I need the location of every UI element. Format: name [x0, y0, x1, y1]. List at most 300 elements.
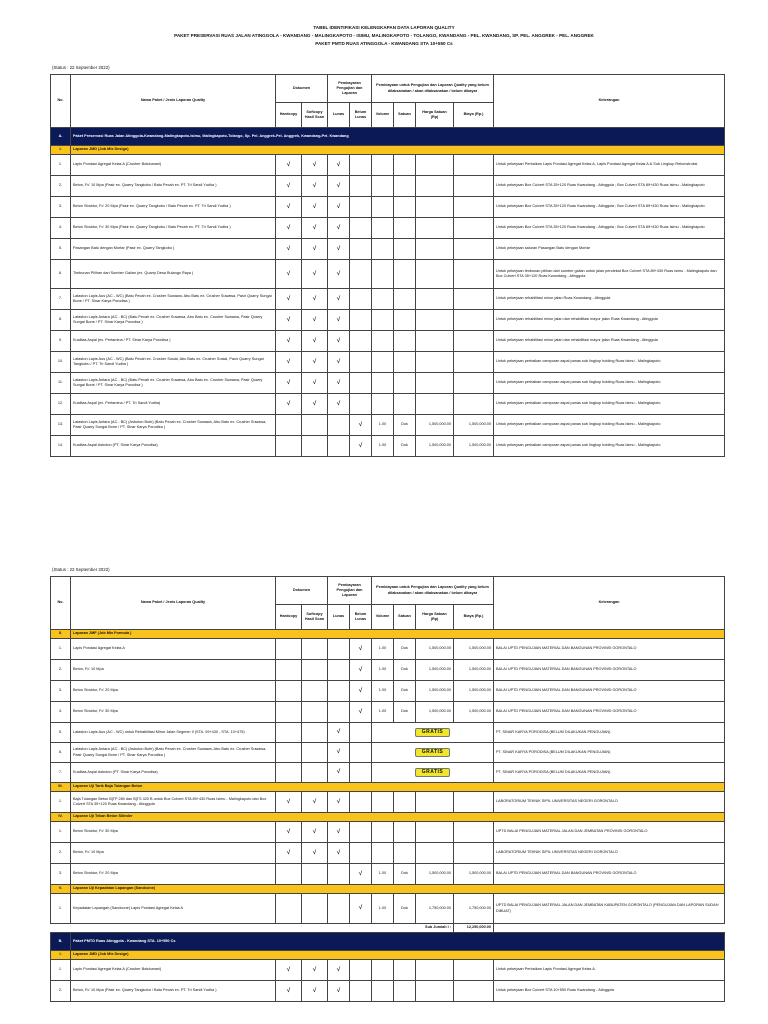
keterangan-text: Untuk pekerjaan perbaikan campuran aspal panas sub lingkup holding Ruas Isimu - Malingkapoto [494, 436, 725, 457]
hardcopy-check [276, 436, 302, 457]
biaya-value [454, 176, 494, 197]
table-row [51, 743, 725, 763]
keterangan-text: PT. SINAR KARYA PORODISA (BELUM DILAKUKAN PENGUJIAN) [494, 763, 725, 783]
keterangan-text: UPTD BALAI PENGUJIAN MATERIAL JALAN DAN JEMBATAN PROVINSI GORONTALO [494, 822, 725, 843]
belum-lunas-check [350, 843, 372, 864]
belum-lunas-check [350, 822, 372, 843]
hardcopy-check: √ [276, 394, 302, 415]
gratis-stamp: GRATIS [415, 728, 451, 737]
belum-lunas-check [350, 310, 372, 331]
keterangan-text: BALAI UPTD PENGUJIAN MATERIAL DAN BANGUNAN PROVINSI GORONTALO [494, 702, 725, 723]
header-lunas: Lunas [328, 605, 350, 630]
satuan-value: Dok [394, 660, 416, 681]
doc-title-line-2: PAKET PRESERVASI RUAS JALAN ATINGGOLA - KWANDANG - MALINGKAPOTO - ISIMU, MALINGKAPOTO - TOLANGO, KWANDANG - PEL. KWANDANG, SP. PEL. ANGGREK - PEL. ANGGREK [174, 33, 594, 38]
header-hardcopy: Hardcopy [276, 103, 302, 128]
belum-lunas-check [350, 260, 372, 289]
hardcopy-check [276, 743, 302, 763]
belum-lunas-check [350, 331, 372, 352]
hardcopy-check [276, 864, 302, 885]
hardcopy-check: √ [276, 260, 302, 289]
section-name: Laporan Uji Tarik Baja Tulangan Beton [71, 783, 725, 792]
softcopy-check [302, 864, 328, 885]
satuan-value [394, 981, 416, 1002]
header-harga: Harga Satuan (Rp) [416, 605, 454, 630]
hardcopy-check: √ [276, 289, 302, 310]
biaya-value: 1,500,000.00 [454, 864, 494, 885]
row-name: Pasangan Batu dengan Mortar (Pasir ex. Quarry Tangkobu ) [71, 239, 276, 260]
softcopy-check: √ [302, 394, 328, 415]
table-row [51, 436, 725, 457]
hardcopy-check: √ [276, 792, 302, 813]
lunas-check: √ [328, 260, 350, 289]
biaya-value [454, 331, 494, 352]
volume-value [372, 960, 394, 981]
row-number: 3. [51, 681, 71, 702]
softcopy-check: √ [302, 310, 328, 331]
row-number: 1. [51, 792, 71, 813]
biaya-value [454, 310, 494, 331]
row-name: Kualitas Aspal (ex. Pertamina / PT. Tri Sandi Yudha) [71, 394, 276, 415]
volume-value [372, 792, 394, 813]
row-number: 11. [51, 373, 71, 394]
row-name: Beton Struktur, Fc' 30 Mpa [71, 702, 276, 723]
volume-value [372, 822, 394, 843]
keterangan-text: Untuk pekerjaan Box Culvert STA 35+120 Ruas Kwandang - Atinggola ; Box Culvert STA 89+430 Ruas Isimu - Malingkapoto [494, 176, 725, 197]
keterangan-text: PT. SINAR KARYA PORODISA (BELUM DILAKUKAN PENGUJIAN) [494, 723, 725, 743]
table-row [51, 218, 725, 239]
row-number: 4. [51, 218, 71, 239]
header-pembayaran: Pembayaran Pengujian dan Laporan [328, 577, 372, 605]
table-row [51, 239, 725, 260]
row-name: Kualitas Aspal (ex. Pertamina / PT. Sinar Karya Porodisa ) [71, 331, 276, 352]
softcopy-check: √ [302, 239, 328, 260]
row-name: Beton, Fc' 10 Mpa (Pasir ex. Quarry Tangkobu / Batu Pecah ex. PT. Tri Sandi Yudha ) [71, 981, 276, 1002]
table-row [51, 415, 725, 436]
harga-value [416, 843, 454, 864]
volume-value: 1.00 [372, 436, 394, 457]
biaya-value: 1,750,000.00 [454, 894, 494, 924]
harga-value [416, 218, 454, 239]
satuan-value: Dok [394, 415, 416, 436]
row-name: Timbunan Pilihan dari Sumber Galian (ex. Quarry Desa Bulango Raya ) [71, 260, 276, 289]
section-name: Laporan Uji Tekan Beton Silinder [71, 813, 725, 822]
satuan-value [394, 373, 416, 394]
keterangan-text: BALAI UPTD PENGUJIAN MATERIAL DAN BANGUNAN PROVINSI GORONTALO [494, 660, 725, 681]
row-name: Lataston Lapis Antara (AC - BC) (Asbuton Butir) (Batu Pecah ex. Crusher Suwawa, Abu Batu ex. Crusher Suwawa, Pasir Quarry Sungai Bone / PT. Sinar Karya Porodisa ) [71, 415, 276, 436]
hardcopy-check: √ [276, 310, 302, 331]
hardcopy-check [276, 681, 302, 702]
row-name: Lapis Pondasi Agregat Kelas A [71, 639, 276, 660]
softcopy-check: √ [302, 792, 328, 813]
satuan-value: Dok [394, 702, 416, 723]
table-row [51, 960, 725, 981]
row-number: 1. [51, 155, 71, 176]
softcopy-check: √ [302, 822, 328, 843]
volume-value: 1.00 [372, 660, 394, 681]
belum-lunas-check [350, 289, 372, 310]
section-row [51, 885, 725, 894]
row-number: 6. [51, 743, 71, 763]
lunas-check: √ [328, 197, 350, 218]
group-row [51, 128, 725, 146]
row-name: Beton, Fc' 10 Mpa [71, 843, 276, 864]
table-row [51, 289, 725, 310]
lunas-check: √ [328, 352, 350, 373]
group-name: Paket PMTD Ruas Atinggola - Kwandang STA. 10+550 Cs [71, 933, 725, 951]
hardcopy-check: √ [276, 960, 302, 981]
satuan-value [394, 394, 416, 415]
lunas-check: √ [328, 843, 350, 864]
subtotal-row [51, 924, 725, 933]
section-row [51, 630, 725, 639]
lunas-check [328, 660, 350, 681]
belum-lunas-check: √ [350, 639, 372, 660]
hardcopy-check [276, 763, 302, 783]
row-number: 5. [51, 239, 71, 260]
harga-value: 1,500,000.00 [416, 864, 454, 885]
row-name: Kualitas Aspal Asbuton (PT. Sinar Karya Porodisa) [71, 763, 276, 783]
header-satuan: Satuan [394, 605, 416, 630]
biaya-value [454, 373, 494, 394]
biaya-value [454, 197, 494, 218]
section-row [51, 951, 725, 960]
header-softcopy: Softcopy Hasil Scan [302, 103, 328, 128]
harga-value: 1,500,000.00 [416, 639, 454, 660]
volume-value: 1.00 [372, 639, 394, 660]
lunas-check: √ [328, 218, 350, 239]
table-row [51, 981, 725, 1002]
lunas-check: √ [328, 763, 350, 783]
header-name: Nama Paket / Jenis Laporan Quality [71, 75, 276, 128]
table-row [51, 373, 725, 394]
satuan-value: Dok [394, 639, 416, 660]
row-name: Lataston Lapis Antara (AC - BC) (Asbuton Butir) (Batu Pecah ex. Crusher Suwawa, Abu Batu ex. Crusher Suwawa, Pasir Quarry Sungai Bone / PT. Sinar Karya Porodisa ) [71, 743, 276, 763]
keterangan-text: Untuk pekerjaan rehabilitasi minor jalan dan rehabilitasi mayor jalan Ruas Kwandang - Atinggola [494, 331, 725, 352]
table-row [51, 260, 725, 289]
satuan-value: Dok [394, 681, 416, 702]
lunas-check: √ [328, 743, 350, 763]
doc-title-line-3: PAKET PMTD RUAS ATINGGOLA - KWANDANG STA 10+550 Cs [315, 41, 453, 46]
header-biaya: Biaya (Rp.) [454, 605, 494, 630]
section-number: I. [51, 146, 71, 155]
harga-value: 1,750,000.00 [416, 894, 454, 924]
row-number: 14. [51, 436, 71, 457]
row-name: Beton, Fc' 10 Mpa (Pasir ex. Quarry Tangkobu / Batu Pecah ex. PT. Tri Sandi Yudha ) [71, 176, 276, 197]
harga-value [416, 331, 454, 352]
volume-value: 1.00 [372, 702, 394, 723]
row-number: 12. [51, 394, 71, 415]
belum-lunas-check [350, 352, 372, 373]
harga-value [416, 981, 454, 1002]
header-pembayaran: Pembayaran Pengujian dan Laporan [328, 75, 372, 103]
table-row [51, 792, 725, 813]
softcopy-check: √ [302, 197, 328, 218]
lunas-check [328, 436, 350, 457]
softcopy-check [302, 639, 328, 660]
header-dokumen: Dokumen [276, 577, 328, 605]
row-name: Lataston Lapis Aus (AC - WC) (Batu Pecah ex. Crusher Suwawa, Abu Batu ex. Crusher Suwawa, Pasir Quarry Sungai Bone / PT. Sinar Karya Porodisa ) [71, 289, 276, 310]
hardcopy-check [276, 894, 302, 924]
lunas-check [328, 681, 350, 702]
row-name: Lapis Pondasi Agregat Kelas A (Crusher Botubarani) [71, 155, 276, 176]
header-volume: Volume [372, 103, 394, 128]
volume-value: 1.00 [372, 894, 394, 924]
keterangan-text: Untuk pekerjaan timbunan pilihan dari sumber galian untuk jalan pendekat Box Culvert STA 89+430 Ruas Isimu - Malingkapoto dan Box Culvert STA 35+120 Ruas Kwandang - Atinggola [494, 260, 725, 289]
softcopy-check [302, 660, 328, 681]
volume-value [372, 981, 394, 1002]
keterangan-text: LABORATORIUM TEKNIK SIPIL UNIVERSITAS NEGERI GORONTALO [494, 843, 725, 864]
section-row [51, 783, 725, 792]
section-number: II. [51, 630, 71, 639]
softcopy-check: √ [302, 981, 328, 1002]
section-name: Laporan Uji Kepadatan Lapangan (Sandcone) [71, 885, 725, 894]
lunas-check: √ [328, 310, 350, 331]
harga-value [416, 373, 454, 394]
lunas-check: √ [328, 331, 350, 352]
biaya-value: 1,500,000.00 [454, 681, 494, 702]
row-number: 7. [51, 289, 71, 310]
harga-value [416, 176, 454, 197]
belum-lunas-check [350, 176, 372, 197]
biaya-value [454, 394, 494, 415]
satuan-value [394, 792, 416, 813]
header-belum: Belum Lunas [350, 605, 372, 630]
header-hardcopy: Hardcopy [276, 605, 302, 630]
row-number: 1. [51, 960, 71, 981]
header-row [51, 75, 725, 103]
keterangan-text: Untuk pekerjaan perbaikan campuran aspal panas sub lingkup holding Ruas Isimu - Malingkapoto [494, 394, 725, 415]
lunas-check [328, 864, 350, 885]
softcopy-check: √ [302, 960, 328, 981]
satuan-value [394, 310, 416, 331]
biaya-value: 1,500,000.00 [454, 639, 494, 660]
hardcopy-check [276, 639, 302, 660]
keterangan-text: Untuk pekerjaan rehabilitasi minor jalan dan rehabilitasi mayor jalan Ruas Kwandang - Atinggola [494, 310, 725, 331]
biaya-value [454, 981, 494, 1002]
header-biaya: Biaya (Rp.) [454, 103, 494, 128]
gratis-stamp-cell [372, 723, 494, 743]
satuan-value [394, 822, 416, 843]
lunas-check: √ [328, 155, 350, 176]
row-number: 5. [51, 723, 71, 743]
lunas-check: √ [328, 960, 350, 981]
hardcopy-check: √ [276, 331, 302, 352]
biaya-value: 1,500,000.00 [454, 415, 494, 436]
biaya-value: 1,500,000.00 [454, 660, 494, 681]
status-date-1: (Status : 22 September 2022) [52, 65, 110, 70]
lunas-check: √ [328, 981, 350, 1002]
row-name: Lataston Lapis Aus (AC - WC) untuk Rehabilitasi Minor Jalan Segmen II (STA. 09+430 - STA. 10+475) [71, 723, 276, 743]
lunas-check [328, 639, 350, 660]
volume-value [372, 155, 394, 176]
header-pembiayaan: Pembiayaan untuk Pengujian dan Laporan Quality yang belum dilaksanakan / akan dilaksanakan / belum dibayar [372, 577, 494, 605]
hardcopy-check: √ [276, 218, 302, 239]
hardcopy-check: √ [276, 822, 302, 843]
satuan-value [394, 260, 416, 289]
header-name: Nama Paket / Jenis Laporan Quality [71, 577, 276, 630]
section-row [51, 146, 725, 155]
volume-value [372, 373, 394, 394]
row-number: 1. [51, 639, 71, 660]
volume-value [372, 289, 394, 310]
softcopy-check: √ [302, 218, 328, 239]
hardcopy-check [276, 415, 302, 436]
keterangan-text: LABORATORIUM TEKNIK SIPIL UNIVERSITAS NEGERI GORONTALO [494, 792, 725, 813]
keterangan-text: Untuk pekerjaan perbaikan campuran aspal panas sub lingkup holding Ruas Isimu - Malingkapoto [494, 352, 725, 373]
section-row [51, 813, 725, 822]
softcopy-check [302, 415, 328, 436]
hardcopy-check: √ [276, 352, 302, 373]
volume-value [372, 218, 394, 239]
belum-lunas-check [350, 373, 372, 394]
header-softcopy: Softcopy Hasil Scan [302, 605, 328, 630]
lunas-check: √ [328, 176, 350, 197]
softcopy-check [302, 681, 328, 702]
belum-lunas-check [350, 743, 372, 763]
row-number: 10. [51, 352, 71, 373]
belum-lunas-check: √ [350, 894, 372, 924]
row-number: 1. [51, 894, 71, 924]
volume-value [372, 331, 394, 352]
row-name: Beton Struktur, Fc' 20 Mpa (Pasir ex. Quarry Tangkobu / Batu Pecah ex. PT. Tri Sandi Yudha ) [71, 197, 276, 218]
header-lunas: Lunas [328, 103, 350, 128]
table-row [51, 763, 725, 783]
table-row [51, 822, 725, 843]
row-number: 3. [51, 864, 71, 885]
lunas-check: √ [328, 239, 350, 260]
volume-value [372, 394, 394, 415]
section-name: Laporan JMD (Job Mix Design) [71, 951, 725, 960]
softcopy-check [302, 702, 328, 723]
header-no: No. [51, 577, 71, 630]
row-name: Beton Struktur, Fc' 20 Mpa [71, 864, 276, 885]
row-number: 2. [51, 981, 71, 1002]
row-name: Lataston Lapis Antara (AC - BC) (Batu Pecah ex. Crusher Suwawa, Abu Batu ex. Crusher Suwawa, Pasir Quarry Sungai Bone / PT. Sinar Karya Porodisa ) [71, 310, 276, 331]
row-name: Kepadatan Lapangan (Sandcone) Lapis Pondasi Agregat Kelas A [71, 894, 276, 924]
harga-value: 1,500,000.00 [416, 436, 454, 457]
biaya-value [454, 822, 494, 843]
table-row [51, 894, 725, 924]
row-number: 1. [51, 822, 71, 843]
row-number: 2. [51, 843, 71, 864]
keterangan-text: Untuk pekerjaan Box Culvert STA 35+120 Ruas Kwandang - Atinggola ; Box Culvert STA 89+430 Ruas Isimu - Malingkapoto [494, 197, 725, 218]
belum-lunas-check [350, 981, 372, 1002]
belum-lunas-check: √ [350, 864, 372, 885]
lunas-check: √ [328, 394, 350, 415]
biaya-value: 1,500,000.00 [454, 436, 494, 457]
satuan-value [394, 331, 416, 352]
lunas-check [328, 702, 350, 723]
table-row [51, 352, 725, 373]
table-row [51, 155, 725, 176]
harga-value [416, 792, 454, 813]
harga-value [416, 155, 454, 176]
softcopy-check [302, 436, 328, 457]
keterangan-text: BALAI UPTD PENGUJIAN MATERIAL DAN BANGUNAN PROVINSI GORONTALO [494, 681, 725, 702]
header-keterangan: Keterangan [494, 577, 725, 630]
table-row [51, 310, 725, 331]
section-number: V. [51, 885, 71, 894]
volume-value: 1.00 [372, 415, 394, 436]
volume-value: 1.00 [372, 864, 394, 885]
satuan-value: Dok [394, 436, 416, 457]
harga-value [416, 197, 454, 218]
volume-value [372, 260, 394, 289]
biaya-value [454, 352, 494, 373]
table-row [51, 331, 725, 352]
row-number: 4. [51, 702, 71, 723]
softcopy-check: √ [302, 373, 328, 394]
keterangan-text: Untuk pekerjaan saluran Pasangan Batu dengan Mortar [494, 239, 725, 260]
belum-lunas-check [350, 960, 372, 981]
lunas-check: √ [328, 822, 350, 843]
belum-lunas-check: √ [350, 702, 372, 723]
section-number: I. [51, 951, 71, 960]
row-number: 7. [51, 763, 71, 783]
volume-value [372, 843, 394, 864]
belum-lunas-check [350, 239, 372, 260]
softcopy-check: √ [302, 260, 328, 289]
volume-value [372, 239, 394, 260]
softcopy-check [302, 894, 328, 924]
belum-lunas-check: √ [350, 415, 372, 436]
harga-value [416, 239, 454, 260]
hardcopy-check: √ [276, 981, 302, 1002]
row-number: 13. [51, 415, 71, 436]
biaya-value [454, 155, 494, 176]
belum-lunas-check [350, 197, 372, 218]
softcopy-check: √ [302, 289, 328, 310]
table-row [51, 843, 725, 864]
keterangan-text: Untuk pekerjaan Perbaikan Lapis Pondasi Agregat Kelas A. [494, 960, 725, 981]
harga-value [416, 394, 454, 415]
keterangan-text: Untuk pekerjaan Perbaikan Lapis Pondasi Agregat Kelas A, Lapis Pondasi Agregat Kelas A & Sub Lingkup Rekonstruksi [494, 155, 725, 176]
softcopy-check: √ [302, 843, 328, 864]
softcopy-check: √ [302, 352, 328, 373]
header-row [51, 577, 725, 605]
row-name: Beton Struktur, Fc' 20 Mpa [71, 681, 276, 702]
biaya-value [454, 260, 494, 289]
volume-value [372, 197, 394, 218]
hardcopy-check: √ [276, 155, 302, 176]
header-no: No. [51, 75, 71, 128]
table-row [51, 197, 725, 218]
table-row [51, 864, 725, 885]
gratis-stamp-cell [372, 743, 494, 763]
satuan-value [394, 843, 416, 864]
biaya-value [454, 239, 494, 260]
section-number: III. [51, 783, 71, 792]
satuan-value [394, 352, 416, 373]
row-name: Beton Struktur, Fc' 30 Mpa [71, 822, 276, 843]
keterangan-text: BALAI UPTD PENGUJIAN MATERIAL DAN BANGUNAN PROVINSI GORONTALO [494, 864, 725, 885]
lunas-check [328, 894, 350, 924]
softcopy-check [302, 743, 328, 763]
hardcopy-check: √ [276, 176, 302, 197]
subtotal-spacer [51, 924, 416, 933]
belum-lunas-check [350, 723, 372, 743]
row-number: 8. [51, 310, 71, 331]
hardcopy-check: √ [276, 843, 302, 864]
subtotal-blank [494, 924, 725, 933]
keterangan-text: Untuk pekerjaan Box Culvert STA 35+120 Ruas Kwandang - Atinggola ; Box Culvert STA 89+430 Ruas Isimu - Malingkapoto [494, 218, 725, 239]
biaya-value [454, 289, 494, 310]
row-name: Beton Struktur, Fc' 30 Mpa (Pasir ex. Quarry Tangkobu / Batu Pecah ex. PT. Tri Sandi Yudha ) [71, 218, 276, 239]
hardcopy-check [276, 723, 302, 743]
row-name: Lataston Lapis Antara (AC - BC) (Batu Pecah ex. Crusher Suwawa, Abu Batu ex. Crusher Suwawa, Pasir Quarry Sungai Bone / PT. Sinar Karya Porodisa ) [71, 373, 276, 394]
subtotal-value: 12,250,000.00 [454, 924, 494, 933]
hardcopy-check: √ [276, 373, 302, 394]
